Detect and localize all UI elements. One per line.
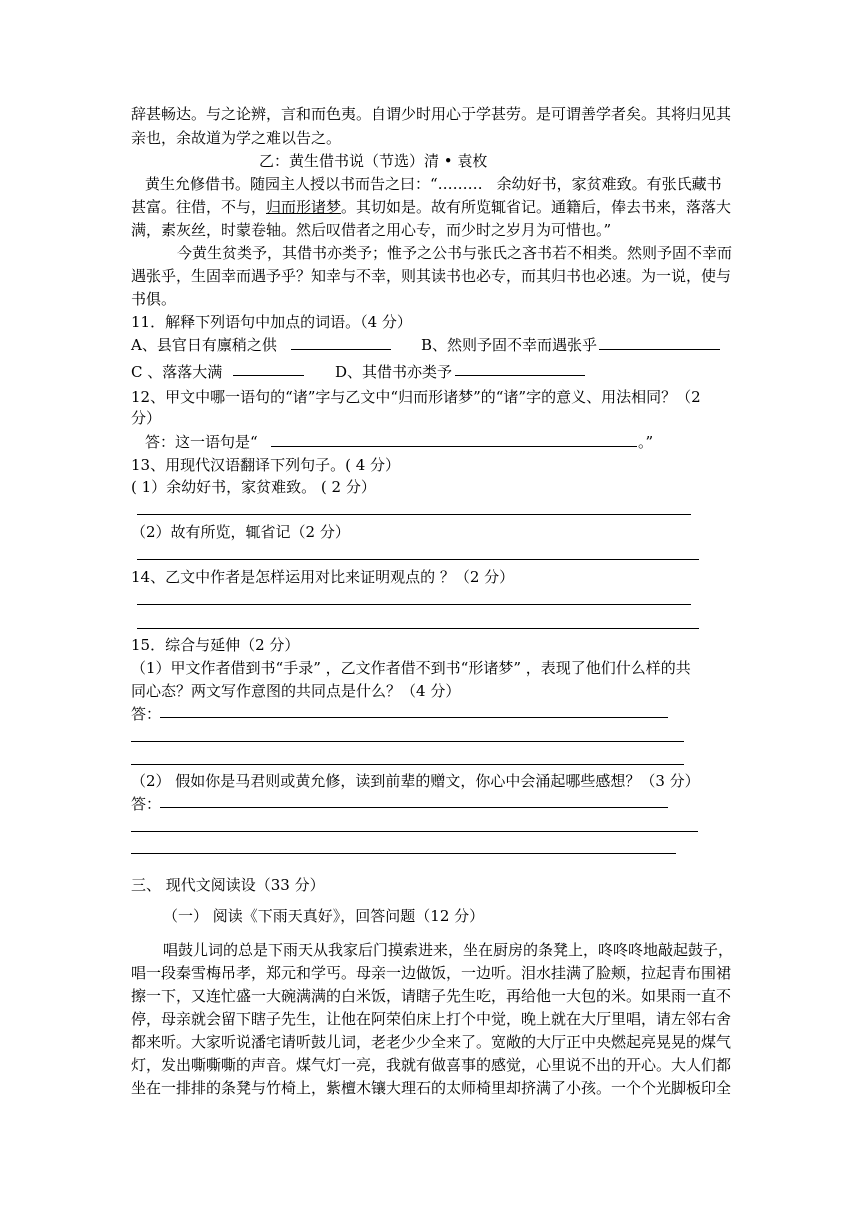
- answer-blank-d[interactable]: [455, 375, 585, 376]
- question-12-line: 分）: [131, 409, 162, 427]
- question-15-stem: 15．综合与延伸（2 分）: [131, 636, 300, 654]
- reading-line: 灯，发出嘶嘶嘶的声音。煤气灯一亮，我就有做喜事的感觉，心里说不出的开心。大人们都: [131, 1056, 732, 1074]
- question-13-sentence-1: ( 1）余幼好书，家贫难致。 ( 2 分）: [131, 478, 376, 496]
- reading-line: 坐在一排排的条凳与竹椅上，紫檀木镶大理石的太师椅里却挤满了小孩。一个个光脚板印全: [131, 1079, 732, 1097]
- question-12-answer-prefix: 答：这一语句是“: [145, 433, 258, 451]
- answer-label: 答：: [131, 705, 162, 723]
- answer-line-15-3[interactable]: [131, 764, 684, 765]
- answer-line-15-6[interactable]: [131, 853, 676, 854]
- underlined-phrase: 归而形诸梦: [266, 198, 342, 216]
- answer-line-15-1[interactable]: [160, 717, 668, 718]
- passage-b-line: [145, 173, 722, 195]
- passage-b-text: 甚富。往借，不与，: [131, 198, 267, 216]
- answer-label: 答：: [131, 795, 162, 813]
- answer-line-14-1[interactable]: [137, 604, 691, 605]
- question-11-option-c: C 、落落大满: [131, 363, 223, 381]
- answer-line-15-2[interactable]: [131, 741, 684, 742]
- question-13-sentence-2: （2）故有所览，辄省记（2 分）: [131, 523, 350, 541]
- passage-b-line: 书俱。: [131, 290, 177, 308]
- question-12-line: 12、甲文中哪一语句的“诸”字与乙文中“归而形诸梦”的“诸”字的意义、用法相同？（2: [131, 388, 701, 406]
- answer-line-15-5[interactable]: [131, 831, 698, 832]
- question-15-sub1: 同心态？两文写作意图的共同点是什么？（4 分）: [131, 682, 461, 700]
- reading-line: 都来听。大家听说潘宅请听鼓儿词，老老少少全来了。宽敞的大厅正中央燃起亮晃晃的煤气: [131, 1033, 732, 1051]
- passage-a-line: 辞甚畅达。与之论辨，言和而色夷。自谓少时用心于学甚劳。是可谓善学者矣。其将归见其: [131, 105, 732, 123]
- passage-b-line: 遇张乎，生固幸而遇予乎？知幸与不幸，则其读书也必专，而其归书也必速。为一说，使与: [131, 267, 732, 285]
- answer-line-13-1[interactable]: [137, 514, 691, 515]
- question-14-stem: 14、乙文中作者是怎样运用对比来证明观点的 ？（2 分）: [131, 568, 515, 586]
- answer-line-13-2[interactable]: [137, 559, 699, 560]
- question-15-sub1: （1）甲文作者借到书“手录” ，乙文作者借不到书“形诸梦” ，表现了他们什么样的共: [131, 659, 691, 677]
- section-3-subheading: （一） 阅读《下雨天真好》，回答问题（12 分）: [163, 907, 485, 925]
- answer-line-14-2[interactable]: [137, 628, 699, 629]
- reading-line: 停，母亲就会留下瞎子先生，让他在阿荣伯床上打个中觉，晚上就在大厅里唱，请左邻右舍: [131, 1010, 732, 1028]
- reading-line: 唱鼓儿词的总是下雨天从我家后门摸索进来，坐在厨房的条凳上，咚咚咚地敲起鼓子，: [163, 941, 734, 959]
- section-3-heading: 三、 现代文阅读设（33 分）: [131, 876, 325, 894]
- reading-line: 唱一段秦雪梅吊孝，郑元和学丐。母亲一边做饭，一边听。泪水挂满了脸颊，拉起青布围裙: [131, 964, 732, 982]
- passage-b-text: 。其切如是。故有所览辄省记。通籍后，俸去书来，落落大: [341, 198, 732, 216]
- passage-b-title: 乙：黄生借书说（节选）清 • 袁枚: [259, 152, 488, 170]
- question-12-answer-suffix: 。”: [638, 433, 654, 451]
- answer-line-15-4[interactable]: [160, 807, 668, 808]
- question-11-option-b: B、然则予固不幸而遇张乎: [421, 336, 598, 354]
- passage-a-line: 亲也，余故道为学之难以告之。: [131, 129, 342, 147]
- question-15-sub2: （2） 假如你是马君则或黄允修，读到前辈的赠文，你心中会涌起哪些感想？（3 分）: [131, 772, 700, 790]
- passage-b-line: [131, 196, 731, 218]
- reading-line: 擦一下，又连忙盛一大碗满满的白米饭，请瞎子先生吃，再给他一大包的米。如果雨一直不: [131, 987, 732, 1005]
- answer-blank-c[interactable]: [233, 375, 304, 376]
- passage-b-text: 黄生允修借书。随园主人授以书而告之曰：“………: [145, 175, 483, 193]
- question-13-stem: 13、用现代汉语翻译下列句子。( 4 分）: [131, 456, 401, 474]
- question-11-option-a: A、县官日有廪稍之供: [131, 336, 277, 354]
- question-11-stem: 11．解释下列语句中加点的词语。（4 分）: [131, 313, 412, 331]
- question-11-option-d: D、其借书亦类予: [335, 363, 453, 381]
- passage-b-line: 今黄生贫类予，其借书亦类予；惟予之公书与张氏之吝书若不相类。然则予固不幸而: [177, 244, 733, 262]
- passage-b-text: 余幼好书，家贫难致。有张氏藏书: [496, 175, 722, 193]
- answer-blank-b[interactable]: [599, 349, 720, 350]
- answer-blank-a[interactable]: [291, 349, 391, 350]
- passage-b-line: 满，素灰丝，时蒙卷轴。然后叹借者之用心专，而少时之岁月为可惜也。”: [131, 221, 612, 239]
- answer-blank-12[interactable]: [271, 446, 637, 447]
